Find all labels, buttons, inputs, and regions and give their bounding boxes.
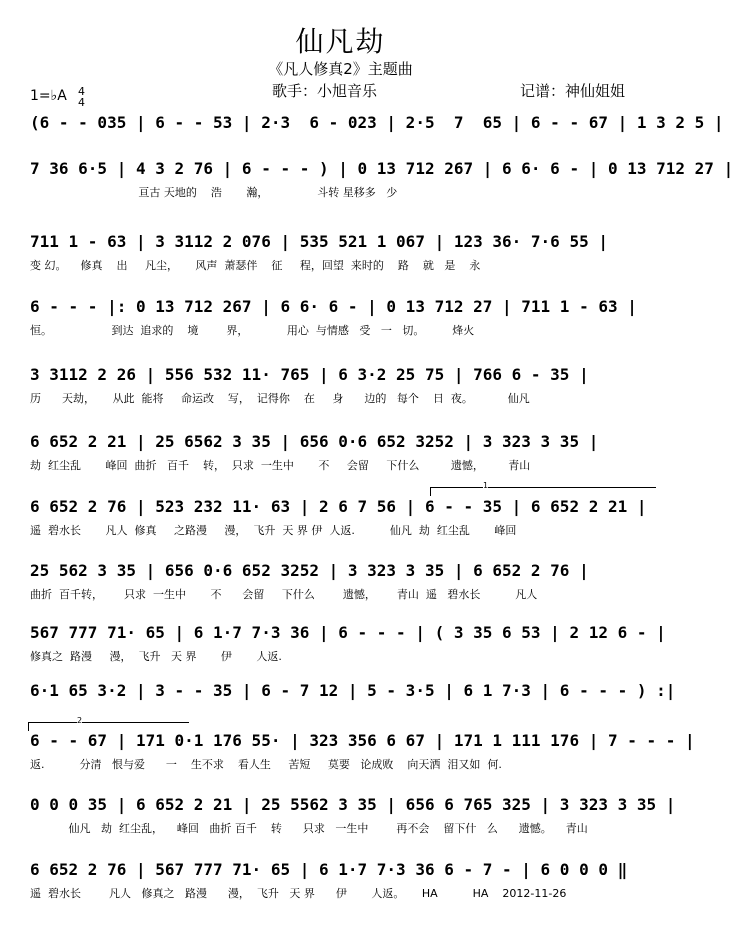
stave-notes: 6 652 2 76 | 523 232 11· 63 | 2 6 7 56 | 6 - - 35 | 6 652 2 21 | (30, 497, 647, 516)
stave-notes: 567 777 71· 65 | 6 1·7 7·3 36 | 6 - - - | ( 3 35 6 53 | 2 12 6 - | (30, 623, 666, 642)
stave-notes: 0 0 0 35 | 6 652 2 21 | 25 5562 3 35 | 656 6 765 325 | 3 323 3 35 | (30, 795, 676, 814)
stave-8 (30, 560, 655, 602)
stave-12 (30, 794, 676, 836)
stave-5 (30, 364, 655, 406)
stave-6 (30, 431, 655, 473)
stave-10 (30, 680, 676, 722)
stave-notes: 6 - - 67 | 171 0·1 176 55· | 323 356 6 67 | 171 1 111 176 | 7 - - - | (30, 731, 695, 750)
stave-notes: 6·1 65 3·2 | 3 - - 35 | 6 - 7 12 | 5 - 3·5 | 6 1 7·3 | 6 - - - ) :| (30, 681, 676, 700)
stave-notes: 7 36 6·5 | 4 3 2 76 | 6 - - - ) | 0 13 712 267 | 6 6· 6 - | 0 13 712 27 | (30, 159, 733, 178)
stave-lyrics: 曲折 百千转， 只求 一生中 不 会留 下什么 遗憾， 青山 遥 碧水长 凡人 (30, 588, 538, 601)
stave-lyrics: 遥 碧水长 凡人 修真之 路漫 漫， 飞升 天 界 伊 人返。 HA HA 2012-11-26 (30, 887, 567, 900)
stave-lyrics: 历 天劫， 从此 能将 命运改 写， 记得你 在 身 边的 每个 日 夜。 仙凡 (30, 392, 530, 405)
singer-credit: 歌手：小旭音乐 (272, 82, 378, 100)
stave-notes: 25 562 3 35 | 656 0·6 652 3252 | 3 323 3 35 | 6 652 2 76 | (30, 561, 589, 580)
time-signature (78, 86, 85, 108)
meter-top: 4 (78, 85, 85, 98)
second-ending-number: 2 (77, 716, 83, 725)
stave-notes: 6 - - - |: 0 13 712 267 | 6 6· 6 - | 0 13 712 27 | 711 1 - 63 | (30, 297, 637, 316)
stave-lyrics: 修真之 路漫 漫， 飞升 天 界 伊 人返. (30, 650, 282, 663)
stave-notes: 6 652 2 21 | 25 6562 3 35 | 656 0·6 652 3252 | 3 323 3 35 | (30, 432, 599, 451)
stave-4 (30, 296, 655, 338)
stave-1 (30, 112, 724, 154)
stave-9 (30, 622, 666, 664)
stave-notes: (6 - - 035 | 6 - - 53 | 2·3 6 - 023 | 2·5 7 65 | 6 - - 67 | 1 3 2 5 | (30, 113, 724, 132)
stave-lyrics (30, 708, 655, 722)
stave-lyrics: 遥 碧水长 凡人 修真 之路漫 漫， 飞升 天 界 伊 人返. 仙凡 劫 红尘乱 峰回 (30, 524, 517, 537)
first-ending-number: 1 (483, 481, 489, 490)
stave-13 (30, 859, 655, 901)
transcriber-credit: 记谱：神仙姐姐 (520, 82, 626, 100)
key-signature: 1=♭A (30, 88, 67, 104)
stave-lyrics: 变 幻。 修真 出 凡尘， 风声 萧瑟伴 征 程，回望 来时的 路 就 是 永 (30, 259, 481, 272)
song-subtitle: 《凡人修真2》主题曲 (268, 60, 413, 78)
stave-notes: 711 1 - 63 | 3 3112 2 076 | 535 521 1 067 | 123 36· 7·6 55 | (30, 232, 608, 251)
stave-lyrics: 亘古 天地的 浩 瀚， 斗转 星移多 少 (30, 186, 398, 199)
stave-notes: 3 3112 2 26 | 556 532 11· 765 | 6 3·2 25 75 | 766 6 - 35 | (30, 365, 589, 384)
stave-11 (30, 730, 695, 772)
stave-lyrics: 劫 红尘乱 峰回 曲折 百千 转， 只求 一生中 不 会留 下什么 遗憾， 青山 (30, 459, 531, 472)
stave-lyrics (30, 140, 655, 154)
meter-bottom: 4 (78, 96, 85, 109)
song-title: 仙凡劫 (295, 25, 386, 58)
stave-3 (30, 231, 655, 273)
stave-2 (30, 158, 733, 200)
first-ending-bracket (430, 481, 656, 496)
stave-lyrics: 恒。 到达 追求的 境 界， 用心 与情感 受 一 切。 烽火 (30, 324, 475, 337)
stave-lyrics: 仙凡 劫 红尘乱， 峰回 曲折 百千 转 只求 一生中 再不会 留下什 么 遗憾。 青山 (30, 822, 588, 835)
stave-lyrics: 返. 分清 恨与爱 一 生不求 看人生 苦短 莫要 论成败 向天洒 泪又如 何. (30, 758, 502, 771)
stave-notes: 6 652 2 76 | 567 777 71· 65 | 6 1·7 7·3 36 6 - 7 - | 6 0 0 0 ‖ (30, 860, 628, 879)
stave-7 (30, 496, 655, 538)
